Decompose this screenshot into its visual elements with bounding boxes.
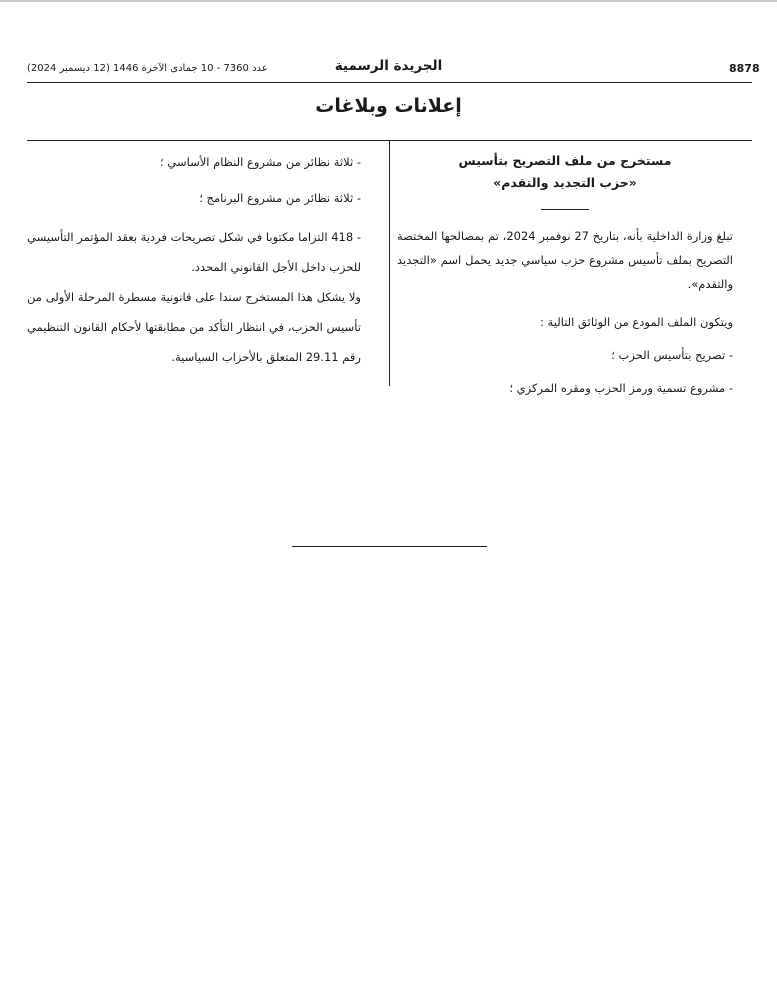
closing-paragraph: ولا يشكل هذا المستخرج سندا على قانونية مسطرة المرحلة الأولى من تأسيس الحزب، في انتظار التأكد من مطابقتها لأحكام القانون التنظيمي رقم 29.11 المتعلق بالأحزاب السياسية.: [27, 290, 361, 364]
list-item: - مشروع تسمية ورمز الحزب ومقره المركزي ؛: [509, 381, 733, 395]
header-rule: [27, 82, 752, 83]
list-item: - ثلاثة نظائر من مشروع النظام الأساسي ؛: [160, 155, 361, 169]
section-title: إعلانات وبلاغات: [315, 95, 462, 117]
list-item: - تصريح بتأسيس الحزب ؛: [611, 348, 733, 362]
list-item: - ثلاثة نظائر من مشروع البرنامج ؛: [199, 191, 361, 205]
top-border: [0, 0, 777, 2]
gazette-title: الجريدة الرسمية: [334, 58, 443, 74]
page-number: 8878: [729, 62, 760, 75]
documents-intro: ويتكون الملف المودع من الوثائق التالية :: [540, 315, 733, 329]
intro-paragraph: تبلغ وزارة الداخلية بأنه، بتاريخ 27 نوفمبر 2024، تم بمصالحها المختصة التصريح بملف تأسيس مشروع حزب سياسي جديد يحمل اسم «التجديد والتقدم».: [397, 229, 733, 291]
column-divider: [389, 141, 390, 386]
left-column: [27, 150, 361, 372]
article-title-line2: «حزب التجديد والتقدم»: [493, 175, 637, 190]
end-rule: [292, 546, 487, 547]
right-column: [397, 150, 733, 400]
list-item: - 418 التزاما مكتوبا في شكل تصريحات فردية بعقد المؤتمر التأسيسي للحزب داخل الأجل القانوني المحدد.: [27, 230, 361, 274]
title-separator: [541, 209, 589, 210]
issue-info: عدد 7360 - 10 جمادى الآخرة 1446 (12 ديسمبر 2024): [27, 63, 268, 74]
article-title-line1: مستخرج من ملف التصريح بتأسيس: [458, 153, 672, 168]
